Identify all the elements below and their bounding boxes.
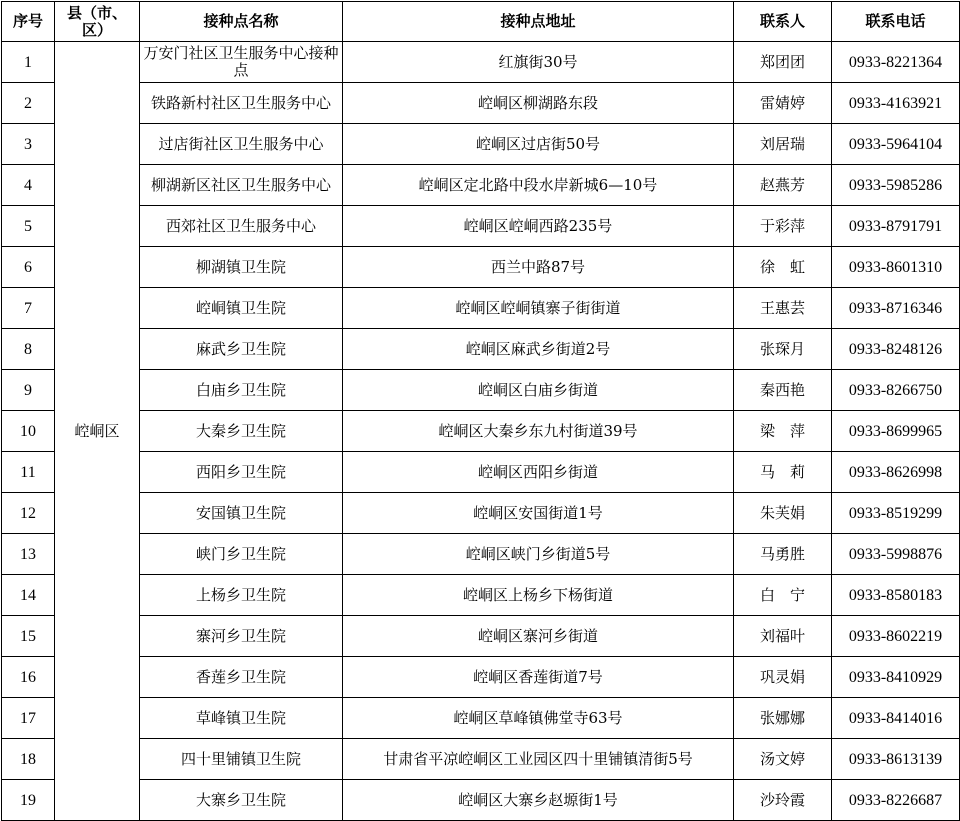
cell-address: 崆峒区大秦乡东九村街道39号	[343, 411, 734, 452]
cell-phone: 0933-8601310	[832, 247, 960, 288]
cell-contact: 汤文婷	[734, 739, 832, 780]
cell-seq: 14	[2, 575, 55, 616]
cell-site-name: 柳湖新区社区卫生服务中心	[140, 165, 343, 206]
cell-address: 崆峒区西阳乡街道	[343, 452, 734, 493]
cell-contact: 于彩萍	[734, 206, 832, 247]
cell-contact: 朱芙娟	[734, 493, 832, 534]
cell-seq: 5	[2, 206, 55, 247]
cell-contact: 雷婧婷	[734, 83, 832, 124]
header-address: 接种点地址	[343, 2, 734, 42]
cell-phone: 0933-8580183	[832, 575, 960, 616]
cell-contact: 张琛月	[734, 329, 832, 370]
cell-site-name: 西郊社区卫生服务中心	[140, 206, 343, 247]
cell-site-name: 峡门乡卫生院	[140, 534, 343, 575]
table-row	[2, 83, 960, 124]
cell-address: 崆峒区峡门乡街道5号	[343, 534, 734, 575]
cell-phone: 0933-8613139	[832, 739, 960, 780]
cell-site-name: 大寨乡卫生院	[140, 780, 343, 821]
cell-contact: 刘福叶	[734, 616, 832, 657]
cell-contact: 马 莉	[734, 452, 832, 493]
table-row	[2, 411, 960, 452]
cell-phone: 0933-8519299	[832, 493, 960, 534]
header-contact: 联系人	[734, 2, 832, 42]
table-row	[2, 165, 960, 206]
cell-address: 崆峒区香莲街道7号	[343, 657, 734, 698]
table-row	[2, 370, 960, 411]
cell-phone: 0933-8266750	[832, 370, 960, 411]
cell-site-name: 白庙乡卫生院	[140, 370, 343, 411]
cell-phone: 0933-8699965	[832, 411, 960, 452]
cell-site-name: 大秦乡卫生院	[140, 411, 343, 452]
table-row	[2, 534, 960, 575]
cell-seq: 8	[2, 329, 55, 370]
cell-contact: 沙玲霞	[734, 780, 832, 821]
cell-address: 崆峒区大寨乡赵塬街1号	[343, 780, 734, 821]
cell-site-name: 西阳乡卫生院	[140, 452, 343, 493]
cell-site-name: 草峰镇卫生院	[140, 698, 343, 739]
cell-phone: 0933-8626998	[832, 452, 960, 493]
cell-phone: 0933-8248126	[832, 329, 960, 370]
cell-contact: 马勇胜	[734, 534, 832, 575]
cell-site-name: 铁路新村社区卫生服务中心	[140, 83, 343, 124]
cell-seq: 17	[2, 698, 55, 739]
cell-seq: 3	[2, 124, 55, 165]
cell-phone: 0933-4163921	[832, 83, 960, 124]
header-row	[2, 2, 960, 42]
cell-seq: 1	[2, 42, 55, 83]
cell-address: 崆峒区崆峒西路235号	[343, 206, 734, 247]
cell-address: 崆峒区上杨乡下杨街道	[343, 575, 734, 616]
table-row	[2, 493, 960, 534]
cell-phone: 0933-8221364	[832, 42, 960, 83]
header-phone: 联系电话	[832, 2, 960, 42]
cell-address: 崆峒区寨河乡街道	[343, 616, 734, 657]
cell-seq: 15	[2, 616, 55, 657]
table-row	[2, 288, 960, 329]
table-row	[2, 124, 960, 165]
cell-phone: 0933-8791791	[832, 206, 960, 247]
cell-phone: 0933-8410929	[832, 657, 960, 698]
table-row	[2, 698, 960, 739]
cell-address: 西兰中路87号	[343, 247, 734, 288]
header-seq: 序号	[2, 2, 55, 42]
cell-site-name: 上杨乡卫生院	[140, 575, 343, 616]
cell-site-name: 过店街社区卫生服务中心	[140, 124, 343, 165]
cell-site-name: 柳湖镇卫生院	[140, 247, 343, 288]
cell-seq: 2	[2, 83, 55, 124]
table-row	[2, 575, 960, 616]
cell-contact: 王惠芸	[734, 288, 832, 329]
cell-site-name: 万安门社区卫生服务中心接种点	[140, 42, 343, 83]
cell-address: 甘肃省平凉崆峒区工业园区四十里铺镇清街5号	[343, 739, 734, 780]
cell-seq: 9	[2, 370, 55, 411]
cell-phone: 0933-5985286	[832, 165, 960, 206]
cell-contact: 刘居瑞	[734, 124, 832, 165]
table-row	[2, 657, 960, 698]
table-row	[2, 616, 960, 657]
cell-address: 崆峒区过店街50号	[343, 124, 734, 165]
header-county: 县（市、区）	[55, 2, 140, 42]
cell-site-name: 寨河乡卫生院	[140, 616, 343, 657]
cell-address: 崆峒区崆峒镇寨子街街道	[343, 288, 734, 329]
table-row	[2, 206, 960, 247]
cell-address: 红旗街30号	[343, 42, 734, 83]
cell-site-name: 四十里铺镇卫生院	[140, 739, 343, 780]
cell-seq: 12	[2, 493, 55, 534]
cell-contact: 赵燕芳	[734, 165, 832, 206]
cell-seq: 7	[2, 288, 55, 329]
cell-seq: 10	[2, 411, 55, 452]
table-row	[2, 739, 960, 780]
cell-seq: 19	[2, 780, 55, 821]
cell-contact: 巩灵娟	[734, 657, 832, 698]
cell-seq: 13	[2, 534, 55, 575]
cell-site-name: 麻武乡卫生院	[140, 329, 343, 370]
cell-contact: 秦西艳	[734, 370, 832, 411]
vaccination-sites-table	[1, 1, 960, 821]
cell-seq: 16	[2, 657, 55, 698]
cell-site-name: 香莲乡卫生院	[140, 657, 343, 698]
cell-contact: 郑团团	[734, 42, 832, 83]
cell-contact: 白 宁	[734, 575, 832, 616]
cell-address: 崆峒区安国街道1号	[343, 493, 734, 534]
cell-contact: 张娜娜	[734, 698, 832, 739]
table-row	[2, 452, 960, 493]
cell-address: 崆峒区麻武乡街道2号	[343, 329, 734, 370]
table-body	[2, 42, 960, 821]
cell-phone: 0933-8226687	[832, 780, 960, 821]
cell-site-name: 安国镇卫生院	[140, 493, 343, 534]
cell-phone: 0933-8716346	[832, 288, 960, 329]
cell-phone: 0933-5964104	[832, 124, 960, 165]
cell-phone: 0933-8414016	[832, 698, 960, 739]
table-row	[2, 329, 960, 370]
cell-address: 崆峒区柳湖路东段	[343, 83, 734, 124]
table-row	[2, 780, 960, 821]
cell-contact: 徐 虹	[734, 247, 832, 288]
cell-address: 崆峒区定北路中段水岸新城6—10号	[343, 165, 734, 206]
cell-contact: 梁 萍	[734, 411, 832, 452]
cell-address: 崆峒区草峰镇佛堂寺63号	[343, 698, 734, 739]
cell-phone: 0933-5998876	[832, 534, 960, 575]
table-row	[2, 42, 960, 83]
table-row	[2, 247, 960, 288]
cell-seq: 6	[2, 247, 55, 288]
cell-seq: 11	[2, 452, 55, 493]
cell-seq: 18	[2, 739, 55, 780]
cell-address: 崆峒区白庙乡街道	[343, 370, 734, 411]
cell-seq: 4	[2, 165, 55, 206]
cell-site-name: 崆峒镇卫生院	[140, 288, 343, 329]
cell-county: 崆峒区	[55, 42, 140, 821]
header-name: 接种点名称	[140, 2, 343, 42]
cell-phone: 0933-8602219	[832, 616, 960, 657]
